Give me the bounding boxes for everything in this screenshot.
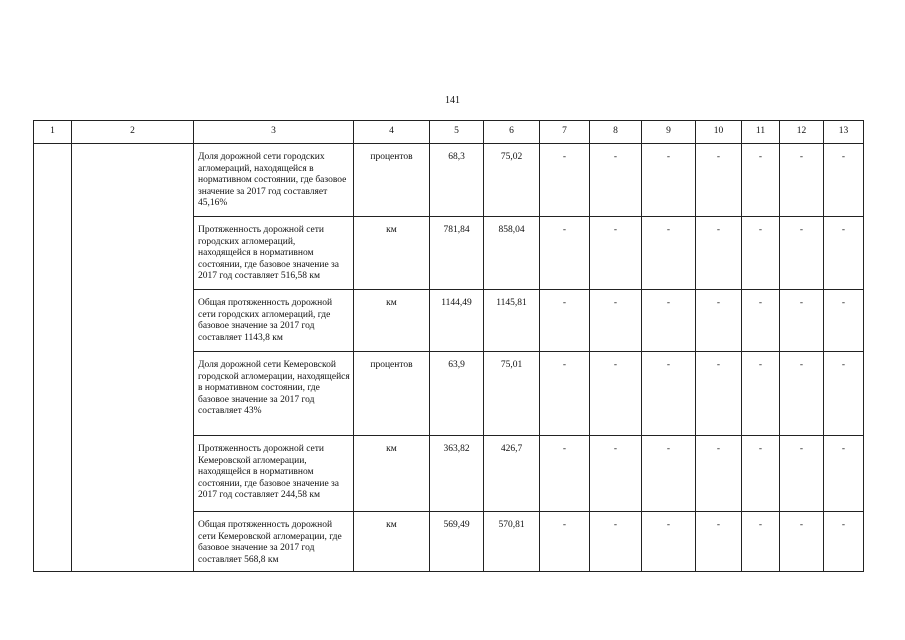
value-cell: -	[780, 512, 824, 572]
column-header: 13	[824, 121, 864, 144]
value-cell: -	[780, 217, 824, 290]
value-cell: -	[824, 144, 864, 217]
value-cell: -	[696, 436, 742, 512]
value-cell: 63,9	[430, 352, 484, 436]
value-cell: -	[642, 512, 696, 572]
unit-cell: км	[354, 217, 430, 290]
unit-cell: км	[354, 290, 430, 352]
value-cell: -	[590, 512, 642, 572]
value-cell: -	[780, 436, 824, 512]
column-header: 9	[642, 121, 696, 144]
indicator-description: Протяженность дорожной сети городских агломераций, находящейся в нормативном состоянии, где базовое значение за 2017 год составляет 516,58 км	[194, 217, 354, 290]
column-header: 6	[484, 121, 540, 144]
value-cell: -	[540, 290, 590, 352]
indicator-description: Доля дорожной сети Кемеровской городской агломерации, находящейся в нормативном состоянии, где базовое значение за 2017 год составляет 43%	[194, 352, 354, 436]
value-cell: -	[696, 290, 742, 352]
column-header: 8	[590, 121, 642, 144]
value-cell: -	[642, 352, 696, 436]
empty-cell-col2	[72, 144, 194, 572]
value-cell: -	[742, 352, 780, 436]
value-cell: -	[742, 436, 780, 512]
value-cell: -	[742, 290, 780, 352]
indicator-description: Общая протяженность дорожной сети городских агломераций, где базовое значение за 2017 год составляет 1143,8 км	[194, 290, 354, 352]
value-cell: 363,82	[430, 436, 484, 512]
indicator-description: Общая протяженность дорожной сети Кемеровской агломерации, где базовое значение за 2017 год составляет 568,8 км	[194, 512, 354, 572]
value-cell: 426,7	[484, 436, 540, 512]
column-header: 10	[696, 121, 742, 144]
value-cell: -	[642, 217, 696, 290]
column-header: 12	[780, 121, 824, 144]
value-cell: 1145,81	[484, 290, 540, 352]
unit-cell: км	[354, 436, 430, 512]
value-cell: -	[540, 144, 590, 217]
indicator-description: Доля дорожной сети городских агломераций, находящейся в нормативном состоянии, где базовое значение за 2017 год составляет 45,16%	[194, 144, 354, 217]
value-cell: -	[540, 512, 590, 572]
value-cell: -	[590, 436, 642, 512]
value-cell: -	[742, 217, 780, 290]
value-cell: -	[824, 436, 864, 512]
column-header: 4	[354, 121, 430, 144]
value-cell: -	[742, 144, 780, 217]
value-cell: -	[824, 217, 864, 290]
indicators-table	[33, 120, 864, 572]
value-cell: -	[780, 352, 824, 436]
value-cell: -	[642, 436, 696, 512]
page-number: 141	[445, 95, 460, 106]
value-cell: 570,81	[484, 512, 540, 572]
value-cell: 858,04	[484, 217, 540, 290]
column-header: 2	[72, 121, 194, 144]
table-row	[34, 144, 864, 217]
value-cell: -	[642, 290, 696, 352]
value-cell: -	[696, 512, 742, 572]
value-cell: -	[742, 512, 780, 572]
unit-cell: процентов	[354, 144, 430, 217]
column-number-row	[34, 121, 864, 144]
column-header: 7	[540, 121, 590, 144]
value-cell: -	[824, 512, 864, 572]
value-cell: 75,02	[484, 144, 540, 217]
unit-cell: км	[354, 512, 430, 572]
value-cell: -	[824, 290, 864, 352]
value-cell: -	[590, 352, 642, 436]
value-cell: -	[540, 217, 590, 290]
column-header: 3	[194, 121, 354, 144]
value-cell: -	[696, 217, 742, 290]
value-cell: 781,84	[430, 217, 484, 290]
value-cell: -	[642, 144, 696, 217]
column-header: 5	[430, 121, 484, 144]
value-cell: 68,3	[430, 144, 484, 217]
value-cell: -	[540, 436, 590, 512]
value-cell: -	[696, 144, 742, 217]
value-cell: -	[824, 352, 864, 436]
value-cell: -	[590, 290, 642, 352]
indicator-description: Протяженность дорожной сети Кемеровской агломерации, находящейся в нормативном состоянии, где базовое значение за 2017 год составляет 244,58 км	[194, 436, 354, 512]
value-cell: 569,49	[430, 512, 484, 572]
unit-cell: процентов	[354, 352, 430, 436]
value-cell: -	[780, 144, 824, 217]
value-cell: 1144,49	[430, 290, 484, 352]
value-cell: -	[590, 217, 642, 290]
value-cell: -	[590, 144, 642, 217]
value-cell: -	[540, 352, 590, 436]
column-header: 1	[34, 121, 72, 144]
value-cell: -	[780, 290, 824, 352]
empty-cell-col1	[34, 144, 72, 572]
value-cell: -	[696, 352, 742, 436]
value-cell: 75,01	[484, 352, 540, 436]
column-header: 11	[742, 121, 780, 144]
